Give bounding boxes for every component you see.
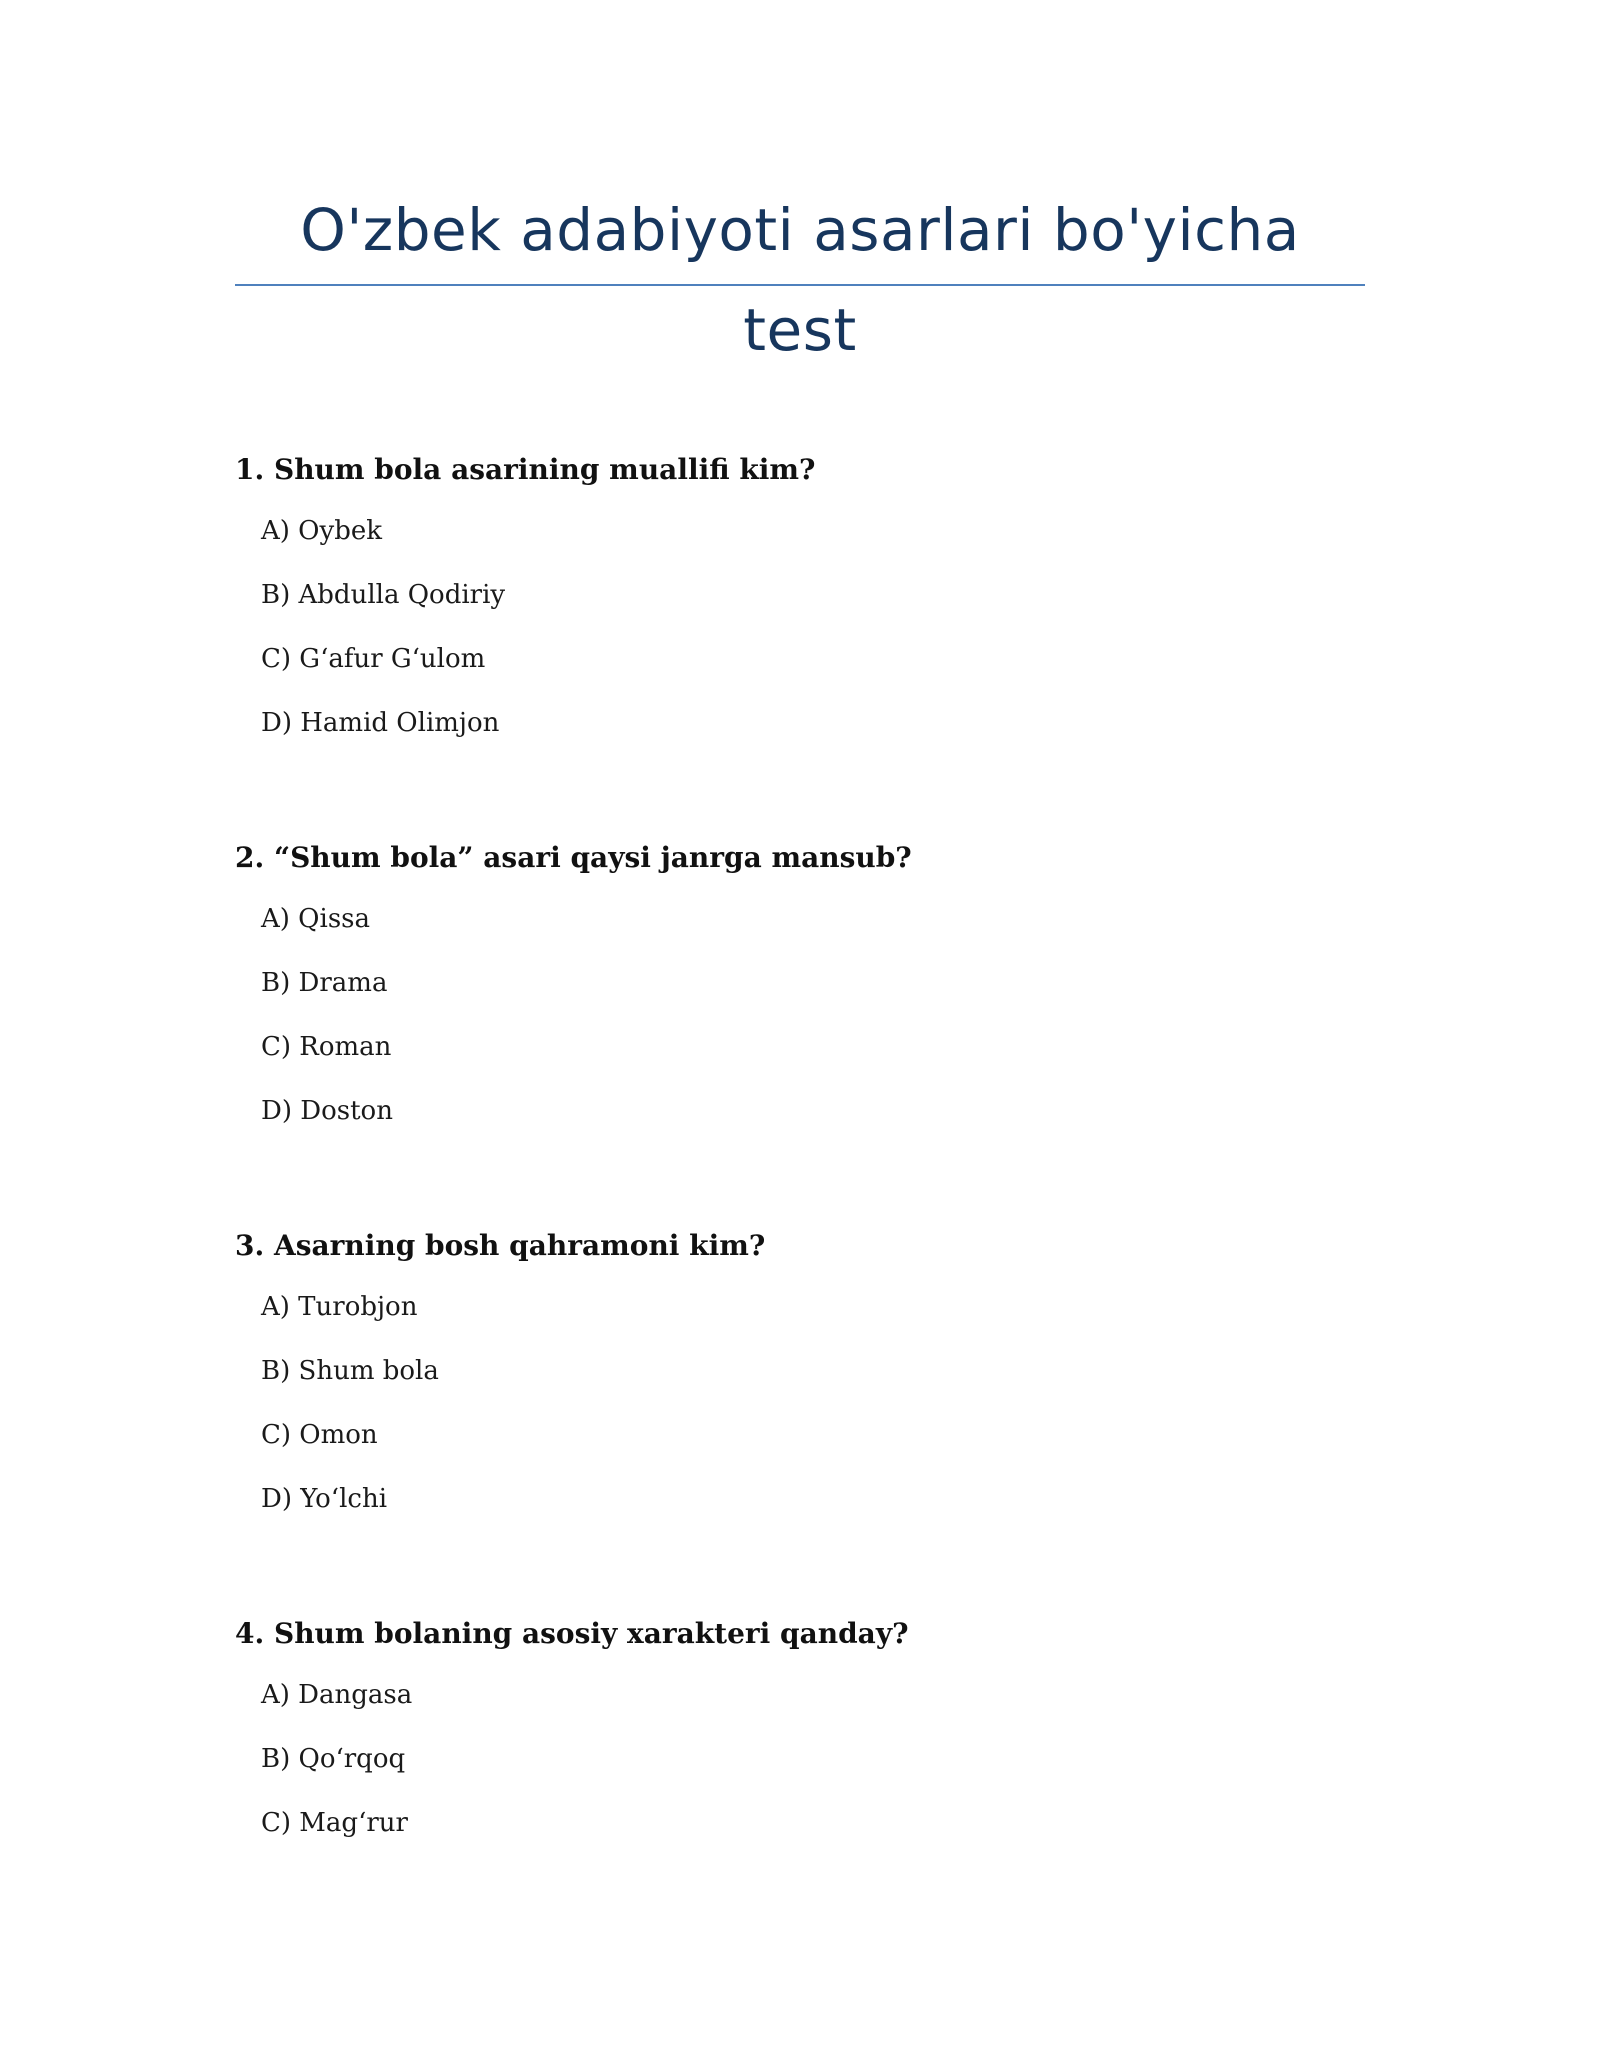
option-c: C) G‘afur G‘ulom <box>261 644 486 674</box>
option-list <box>235 509 1365 765</box>
option-c: C) Mag‘rur <box>261 1808 408 1838</box>
option-d: D) Yo‘lchi <box>261 1484 388 1514</box>
question-text: 1. Shum bola asarining muallifi kim? <box>235 453 816 486</box>
option-c: C) Roman <box>261 1032 392 1062</box>
title-block <box>235 180 1365 364</box>
option-b: B) Drama <box>261 968 388 998</box>
option-list <box>235 897 1365 1153</box>
question-list <box>235 445 1365 1997</box>
option-a: A) Qissa <box>261 904 371 934</box>
option-b: B) Abdulla Qodiriy <box>261 580 506 610</box>
question-4 <box>235 1609 1365 1997</box>
question-2 <box>235 833 1365 1221</box>
document-title: O'zbek adabiyoti asarlari bo'yicha test <box>300 196 1300 364</box>
option-list <box>235 1285 1365 1541</box>
option-c: C) Omon <box>261 1420 378 1450</box>
option-a: A) Dangasa <box>261 1680 413 1710</box>
option-a: A) Oybek <box>261 516 382 546</box>
option-b: B) Shum bola <box>261 1356 439 1386</box>
question-1 <box>235 445 1365 833</box>
option-d: D) Hamid Olimjon <box>261 708 500 738</box>
question-text: 3. Asarning bosh qahramoni kim? <box>235 1229 766 1262</box>
option-b: B) Qo‘rqoq <box>261 1744 406 1774</box>
option-a: A) Turobjon <box>261 1292 418 1322</box>
question-text: 2. “Shum bola” asari qaysi janrga mansub? <box>235 841 912 874</box>
option-list <box>235 1673 1365 1865</box>
question-3 <box>235 1221 1365 1609</box>
option-d: D) Doston <box>261 1096 393 1126</box>
question-text: 4. Shum bolaning asosiy xarakteri qanday? <box>235 1617 909 1650</box>
